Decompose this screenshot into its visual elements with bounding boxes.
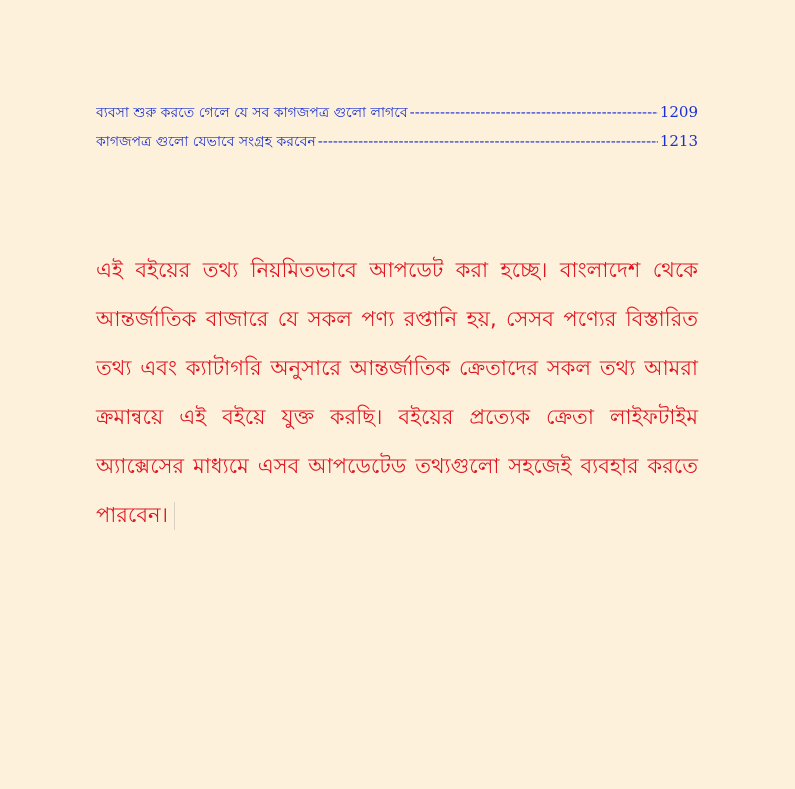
toc-dot-leader	[410, 99, 658, 127]
toc-entry-title: কাগজপত্র গুলো যেভাবে সংগ্রহ করবেন	[96, 134, 316, 150]
toc-page-number: 1209	[659, 103, 698, 121]
update-notice-text: এই বইয়ের তথ্য নিয়মিতভাবে আপডেট করা হচ্ছে। বাংলাদেশ থেকে আন্তর্জাতিক বাজারে যে সকল পণ্য রপ্তানি হয়, সেসব পণ্যের বিস্তারিত তথ্য এবং ক্যাটাগরি অনুসারে আন্তর্জাতিক ক্রেতাদের সকল তথ্য আমরা ক্রমান্বয়ে এই বইয়ে যুক্ত করছি। বইয়ের প্রত্যেক ক্রেতা লাইফটাইম অ্যাক্সেসের মাধ্যমে এসব আপডেটেড তথ্যগুলো সহজেই ব্যবহার করতে পারবেন।	[96, 258, 698, 527]
text-cursor	[174, 502, 175, 530]
table-of-contents	[96, 98, 698, 156]
toc-dot-leader	[318, 128, 658, 156]
toc-page-number: 1213	[659, 132, 698, 150]
update-notice-paragraph	[96, 246, 698, 540]
toc-entry-collect-documents[interactable]	[96, 127, 698, 156]
toc-entry-title: ব্যবসা শুরু করতে গেলে যে সব কাগজপত্র গুলো লাগবে	[96, 105, 408, 121]
toc-entry-business-documents[interactable]	[96, 98, 698, 127]
